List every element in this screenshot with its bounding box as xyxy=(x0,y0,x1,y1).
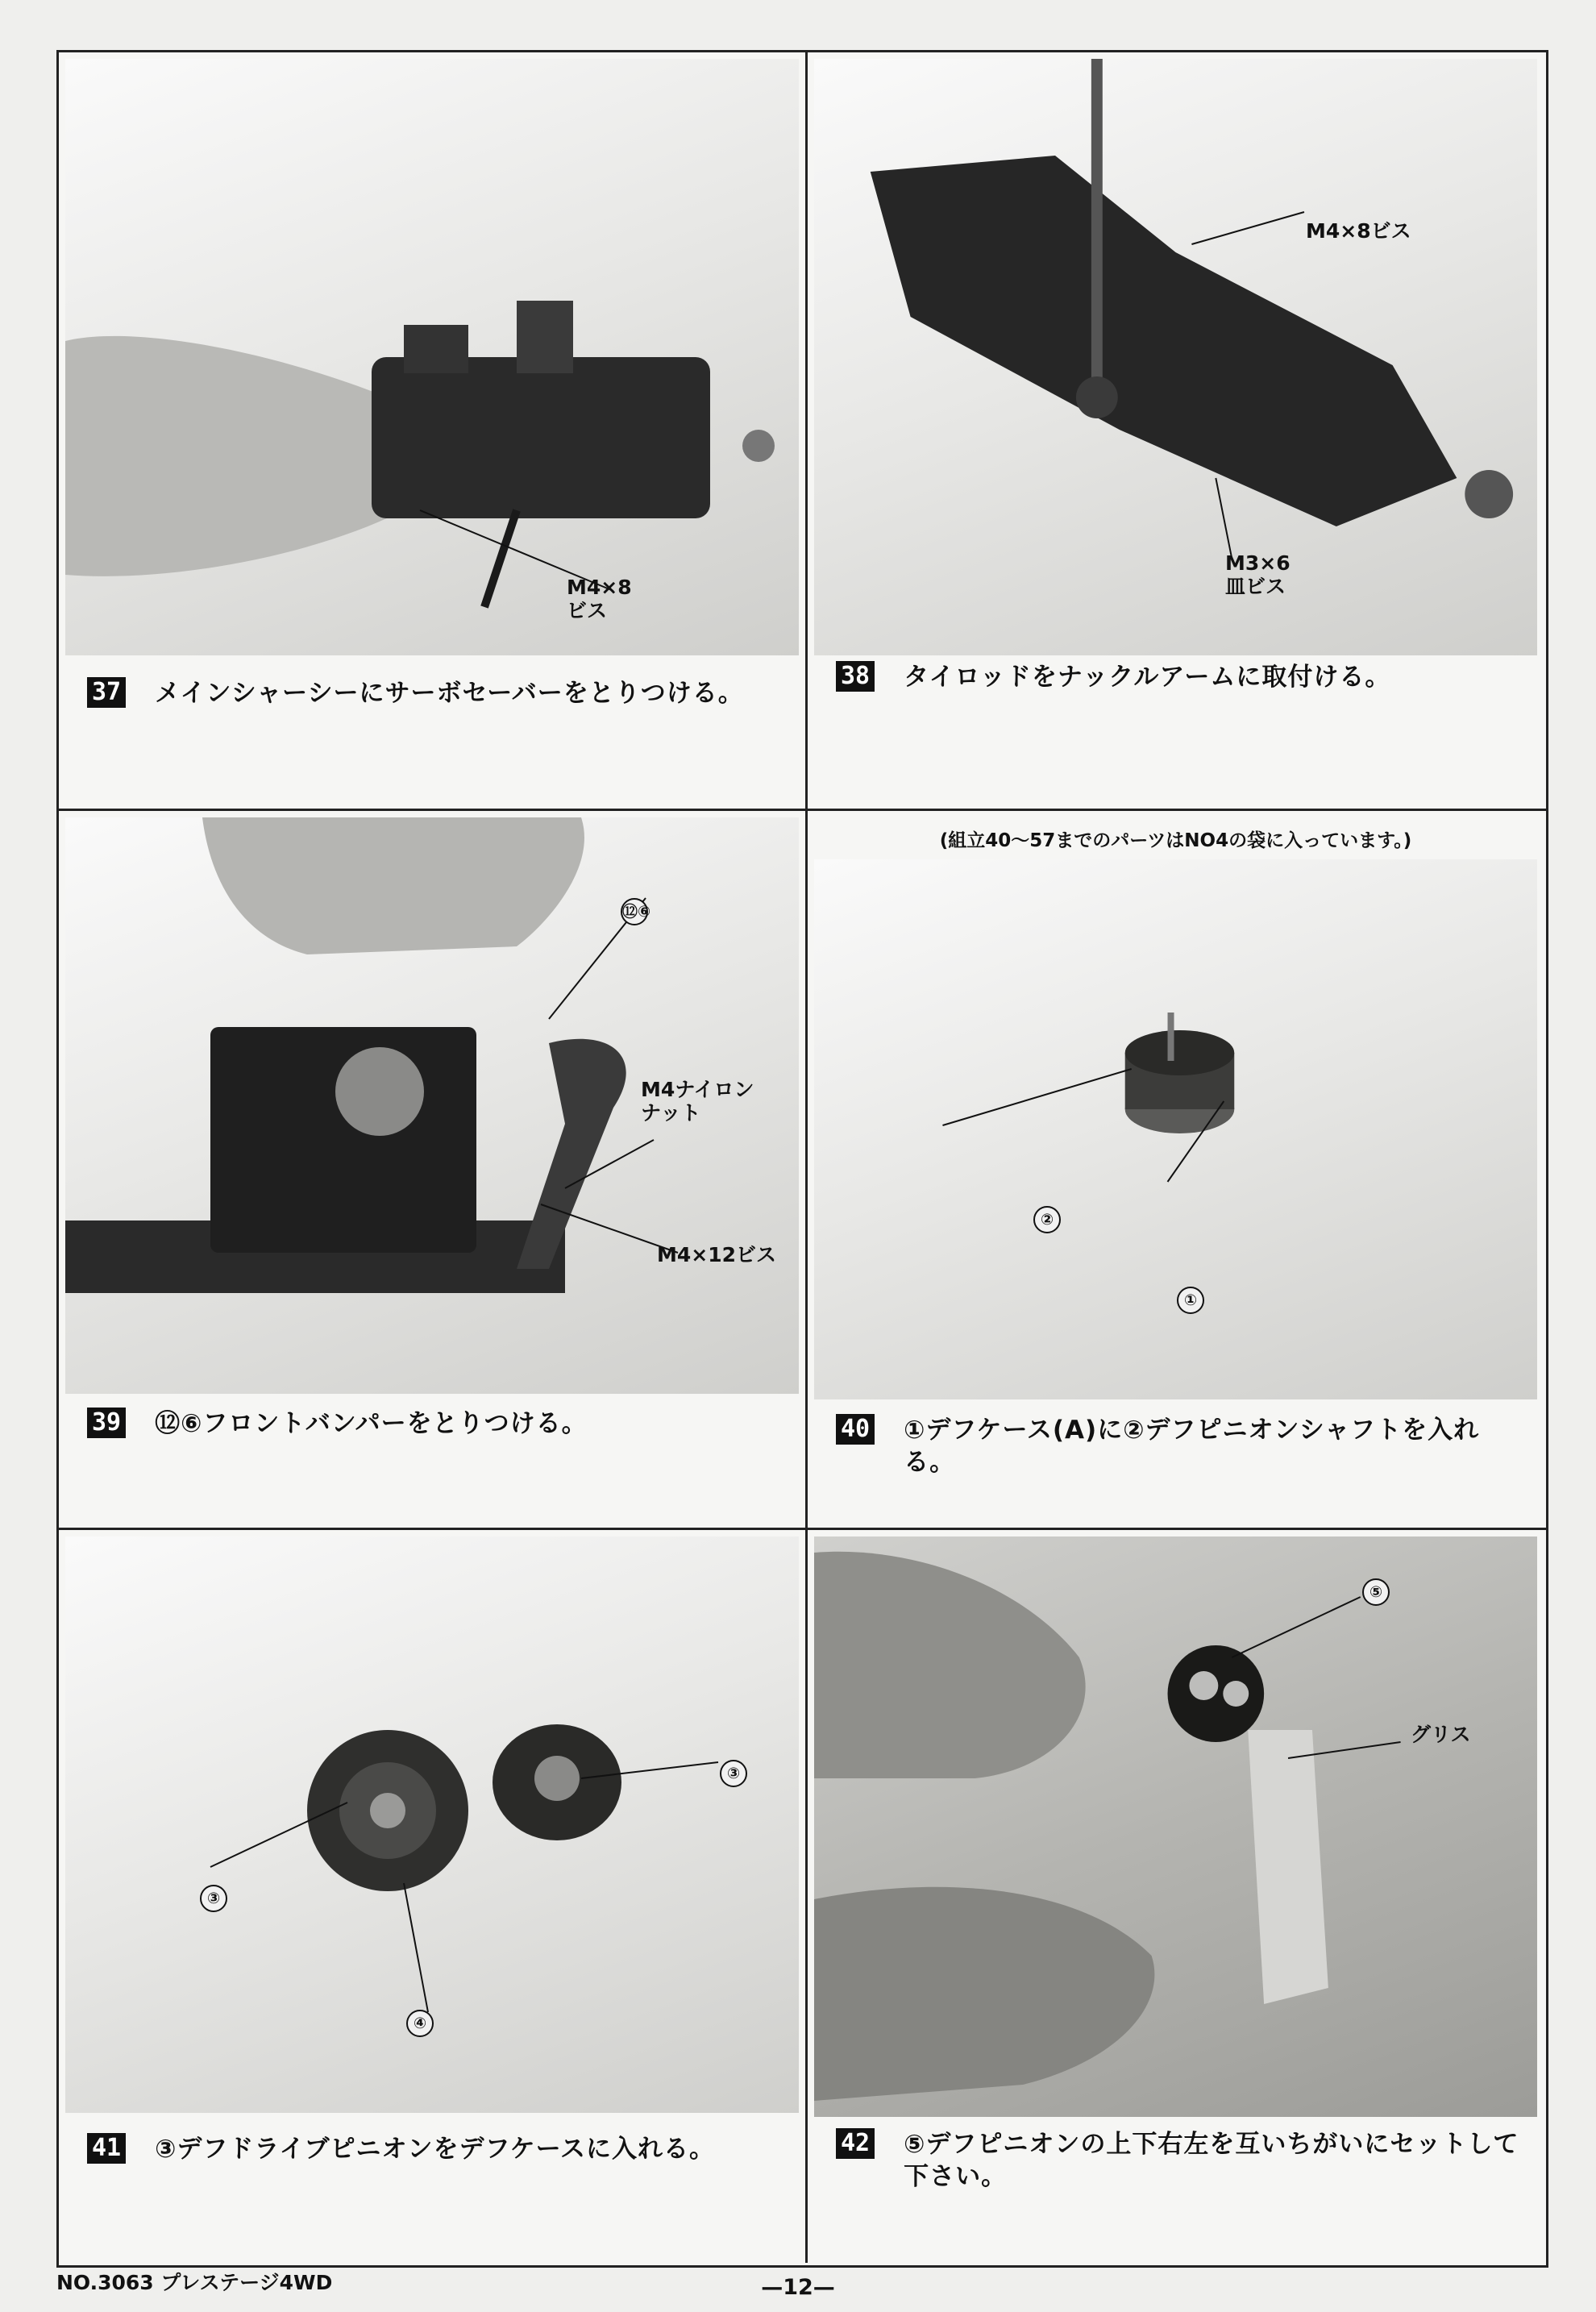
step-39-callout-screw: M4×12ビス xyxy=(657,1243,777,1266)
step-38-caption xyxy=(836,661,1527,693)
step-41-number: 41 xyxy=(87,2133,126,2164)
step-40-caption xyxy=(836,1414,1527,1479)
footer-model: NO.3063 プレステージ4WD xyxy=(56,2271,333,2294)
step-37-panel xyxy=(59,52,805,809)
step-42-text: ⑤デフピニオンの上下右左を互いちがいにセットして 下さい。 xyxy=(904,2130,1519,2192)
step-38-number: 38 xyxy=(836,661,875,692)
step-40-panel xyxy=(808,811,1544,1528)
step-38-callout-screw: M4×8ビス xyxy=(1306,219,1411,243)
step-40-part-2-marker: ② xyxy=(1033,1206,1061,1233)
step-38-panel xyxy=(808,52,1544,809)
footer-page-number: —12— xyxy=(761,2275,835,2300)
step-37-text: メインシャーシーにサーボセーバーをとりつける。 xyxy=(155,679,744,708)
step-39-caption xyxy=(87,1408,789,1440)
step-41-caption xyxy=(87,2133,789,2165)
step-37-caption xyxy=(87,677,789,709)
step-40-part-1-marker: ① xyxy=(1177,1287,1204,1314)
step-40-parts-note: (組立40〜57までのパーツはNO4の袋に入っています。) xyxy=(939,830,1412,851)
step-37-photo xyxy=(65,59,799,655)
step-39-part-126-marker: ⑫⑥ xyxy=(621,898,648,925)
step-42-caption xyxy=(836,2128,1527,2193)
step-42-number: 42 xyxy=(836,2128,875,2159)
step-38-callout-flat-screw: M3×6 皿ビス xyxy=(1225,551,1291,598)
step-39-number: 39 xyxy=(87,1408,126,1438)
step-37-callout-screw: M4×8 ビス xyxy=(567,576,632,622)
step-40-number: 40 xyxy=(836,1414,875,1445)
step-42-part-5-marker: ⑤ xyxy=(1362,1578,1390,1606)
step-41-part-3-marker-right: ③ xyxy=(720,1760,747,1787)
step-39-panel xyxy=(59,811,805,1528)
step-41-part-4-marker: ④ xyxy=(406,2010,434,2037)
step-38-text: タイロッドをナックルアームに取付ける。 xyxy=(904,663,1391,692)
step-40-photo xyxy=(814,859,1537,1399)
step-41-part-3-marker-left: ③ xyxy=(200,1885,227,1912)
step-41-text: ③デフドライブピニオンをデフケースに入れる。 xyxy=(155,2135,716,2164)
step-41-panel xyxy=(59,1530,805,2260)
step-39-callout-nylon-nut: M4ナイロン ナット xyxy=(641,1078,754,1125)
step-40-text: ①デフケース(A)に②デフピニオンシャフトを入れる。 xyxy=(904,1416,1480,1478)
step-37-number: 37 xyxy=(87,677,126,708)
step-42-callout-grease: グリス xyxy=(1411,1723,1471,1746)
step-42-photo xyxy=(814,1536,1537,2117)
step-39-text: ⑫⑥フロントバンパーをとりつける。 xyxy=(155,1409,588,1438)
step-42-panel xyxy=(808,1530,1544,2260)
step-38-photo xyxy=(814,59,1537,655)
